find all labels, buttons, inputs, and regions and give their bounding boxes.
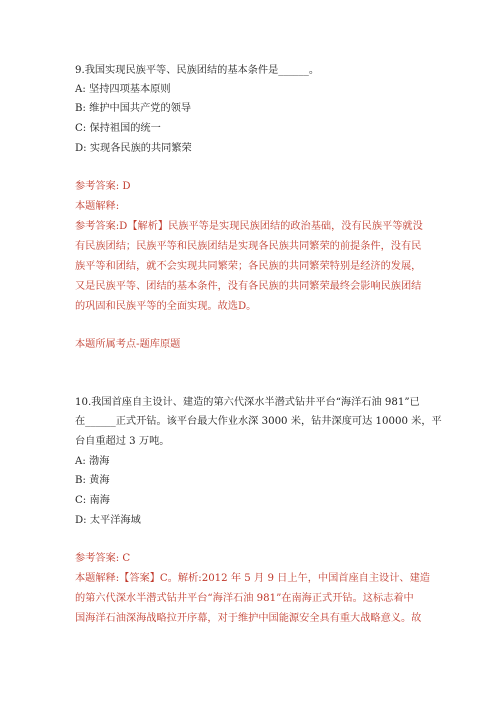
q10-option-a: A: 渤海 (75, 456, 110, 467)
q10-stem-line: 台自重超过 3 万吨。 (75, 436, 170, 447)
q10-option-d: D: 太平洋海域 (75, 515, 141, 526)
q9-analysis-line: 的巩固和民族平等的全面实现。故选D。 (75, 301, 257, 312)
q9-option-d: D: 实现各民族的共同繁荣 (75, 143, 192, 154)
q9-stem: 9.我国实现民族平等、民族团结的基本条件是______。 (75, 65, 320, 76)
q9-answer: 参考答案: D (75, 181, 131, 192)
q9-analysis-line: 有民族团结；民族平等和民族团结是实现各民族共同繁荣的前提条件，没有民 (75, 241, 422, 252)
q9-analysis-line: 又是民族平等、团结的基本条件，没有各民族的共同繁荣最终会影响民族团结 (75, 281, 422, 292)
q10-option-c: C: 南海 (75, 495, 110, 506)
q10-analysis-line: 国海洋石油深海战略拉开序幕，对于维护中国能源安全具有重大战略意义。故 (75, 613, 422, 624)
q9-option-a: A: 坚持四项基本原则 (75, 84, 171, 95)
q10-option-b: B: 黄海 (75, 475, 110, 486)
q10-stem-line: 10.我国首座自主设计、建造的第六代深水半潜式钻井平台“海洋石油 981”已 (75, 397, 420, 408)
q9-option-c: C: 保持祖国的统一 (75, 123, 161, 134)
q10-stem-line: 在______正式开钻。该平台最大作业水深 3000 米，钻井深度可达 10000 米，平 (75, 416, 442, 427)
q10-analysis-line: 的第六代深水半潜式钻井平台“海洋石油 981”在南海正式开钻。这标志着中 (75, 593, 414, 604)
q10-analysis-line: 本题解释:【答案】C。解析:2012 年 5 月 9 日上午，中国首座自主设计、建造 (75, 573, 430, 584)
q9-analysis-heading: 本题解释: (75, 201, 120, 212)
q10-answer: 参考答案: C (75, 553, 131, 564)
q9-analysis-line: 族平等和团结，就不会实现共同繁荣；各民族的共同繁荣特别是经济的发展， (75, 261, 422, 272)
q9-analysis-line: 参考答案:D【解析】民族平等是实现民族团结的政治基础，没有民族平等就没 (75, 221, 423, 232)
q9-source: 本题所属考点-题库原题 (75, 339, 181, 350)
q9-option-b: B: 维护中国共产党的领导 (75, 103, 192, 114)
